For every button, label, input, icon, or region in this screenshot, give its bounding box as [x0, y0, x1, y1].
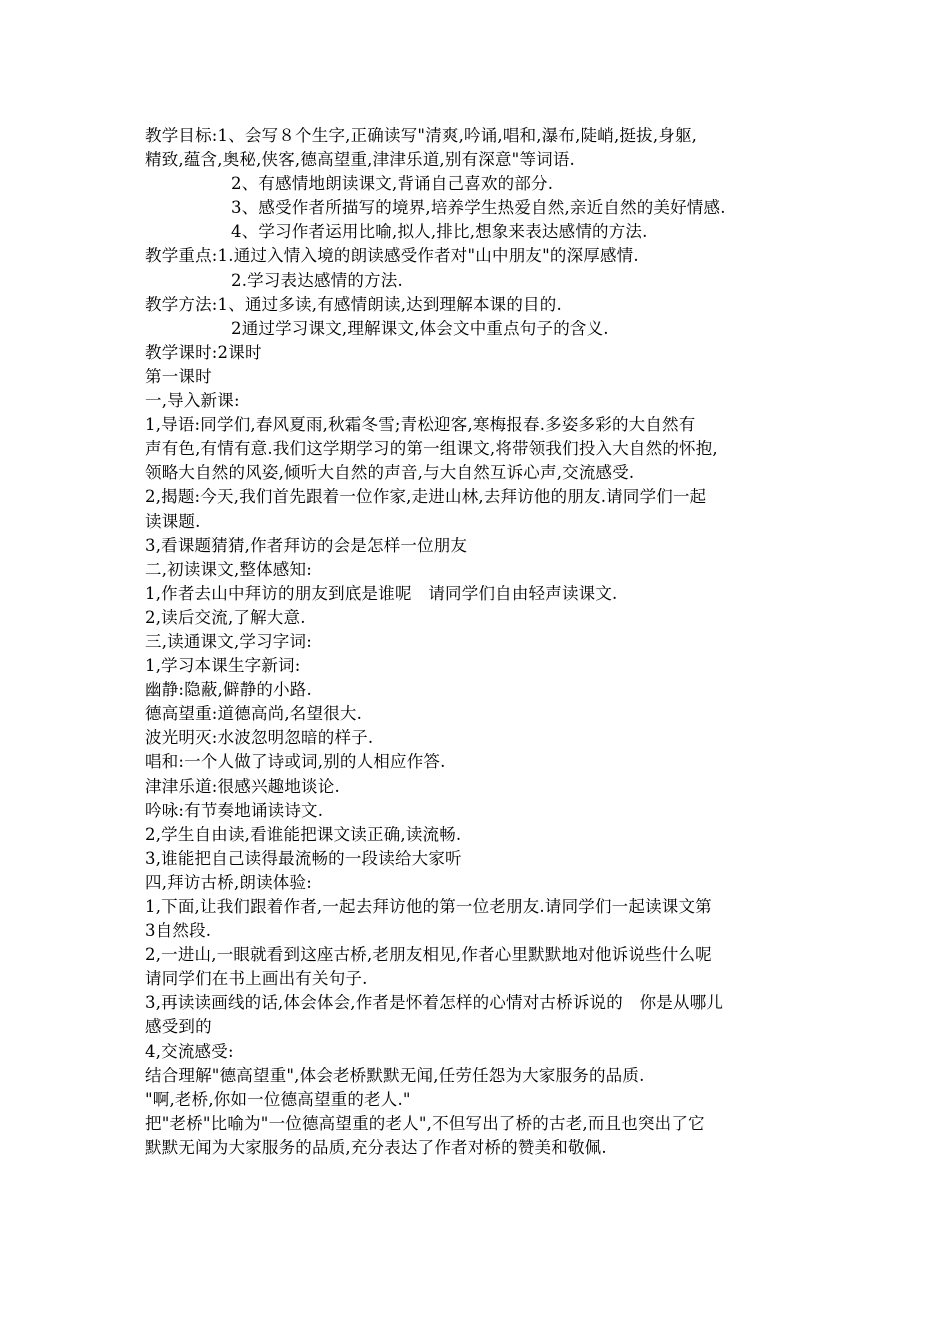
text-line: 教学重点:1.通过入情入境的朗读感受作者对"山中朋友"的深厚感情.	[145, 246, 639, 266]
text-line: 4、学习作者运用比喻,拟人,排比,想象来表达感情的方法.	[231, 222, 648, 242]
text-line: 三,读通课文,学习字词:	[145, 631, 312, 651]
text-line: 津津乐道:很感兴趣地谈论.	[145, 776, 340, 796]
text-line: 3自然段.	[145, 921, 212, 941]
text-line: 德高望重:道德高尚,名望很大.	[145, 704, 363, 724]
text-line: 请同学们在书上画出有关句子.	[145, 969, 368, 989]
text-line: 1,导语:同学们,春风夏雨,秋霜冬雪;青松迎客,寒梅报春.多姿多彩的大自然有	[145, 415, 696, 435]
text-line: 1,学习本课生字新词:	[145, 656, 301, 676]
text-line: 2通过学习课文,理解课文,体会文中重点句子的含义.	[231, 318, 609, 338]
text-line: 2,读后交流,了解大意.	[145, 607, 306, 627]
text-line: 教学目标:1、会写８个生字,正确读写"清爽,吟诵,唱和,瀑布,陡峭,挺拔,身躯,	[145, 126, 698, 145]
text-line: 2、有感情地朗读课文,背诵自己喜欢的部分.	[231, 174, 554, 194]
text-line: 3,看课题猜猜,作者拜访的会是怎样一位朋友	[145, 535, 468, 555]
text-line: "啊,老桥,你如一位德高望重的老人."	[145, 1089, 411, 1109]
text-line: 声有色,有情有意.我们这学期学习的第一组课文,将带领我们投入大自然的怀抱,	[145, 439, 718, 459]
text-line: 一,导入新课:	[145, 391, 240, 411]
text-line: 读课题.	[145, 511, 201, 531]
text-line: 2.学习表达感情的方法.	[231, 270, 403, 290]
text-line: 把"老桥"比喻为"一位德高望重的老人",不但写出了桥的古老,而且也突出了它	[145, 1113, 705, 1133]
text-line: 1,作者去山中拜访的朋友到底是谁呢 请同学们自由轻声读课文.	[145, 583, 618, 603]
document-body	[145, 124, 815, 1160]
text-line: 3,再读读画线的话,体会体会,作者是怀着怎样的心情对古桥诉说的 你是从哪儿	[145, 993, 724, 1013]
text-line: 领略大自然的风姿,倾听大自然的声音,与大自然互诉心声,交流感受.	[145, 463, 635, 483]
text-line: 3、感受作者所描写的境界,培养学生热爱自然,亲近自然的美好情感.	[231, 198, 726, 218]
text-line: 第一课时	[145, 366, 212, 386]
text-line: 教学课时:2课时	[145, 342, 262, 362]
text-line: 结合理解"德高望重",体会老桥默默无闻,任劳任怨为大家服务的品质.	[145, 1065, 645, 1085]
text-line: 默默无闻为大家服务的品质,充分表达了作者对桥的赞美和敬佩.	[145, 1137, 607, 1157]
text-line: 教学方法:1、通过多读,有感情朗读,达到理解本课的目的.	[145, 294, 562, 314]
text-line: 2,一进山,一眼就看到这座古桥,老朋友相见,作者心里默默地对他诉说些什么呢	[145, 945, 712, 965]
text-line: 二,初读课文,整体感知:	[145, 559, 312, 579]
text-line: 3,谁能把自己读得最流畅的一段读给大家听	[145, 848, 462, 868]
text-line: 2,学生自由读,看谁能把课文读正确,读流畅.	[145, 824, 462, 844]
text-line: 4,交流感受:	[145, 1041, 234, 1061]
text-line: 1,下面,让我们跟着作者,一起去拜访他的第一位老朋友.请同学们一起读课文第	[145, 897, 712, 916]
text-line: 波光明灭:水波忽明忽暗的样子.	[145, 728, 374, 748]
text-line: 四,拜访古桥,朗读体验:	[145, 872, 312, 892]
text-line: 吟咏:有节奏地诵读诗文.	[145, 800, 324, 820]
text-line: 感受到的	[145, 1017, 212, 1037]
text-line: 唱和:一个人做了诗或词,别的人相应作答.	[145, 752, 446, 772]
text-line: 精致,蕴含,奥秘,侠客,德高望重,津津乐道,别有深意"等词语.	[145, 150, 576, 170]
text-line: 幽静:隐蔽,僻静的小路.	[145, 680, 312, 700]
text-line: 2,揭题:今天,我们首先跟着一位作家,走进山林,去拜访他的朋友.请同学们一起	[145, 487, 707, 507]
